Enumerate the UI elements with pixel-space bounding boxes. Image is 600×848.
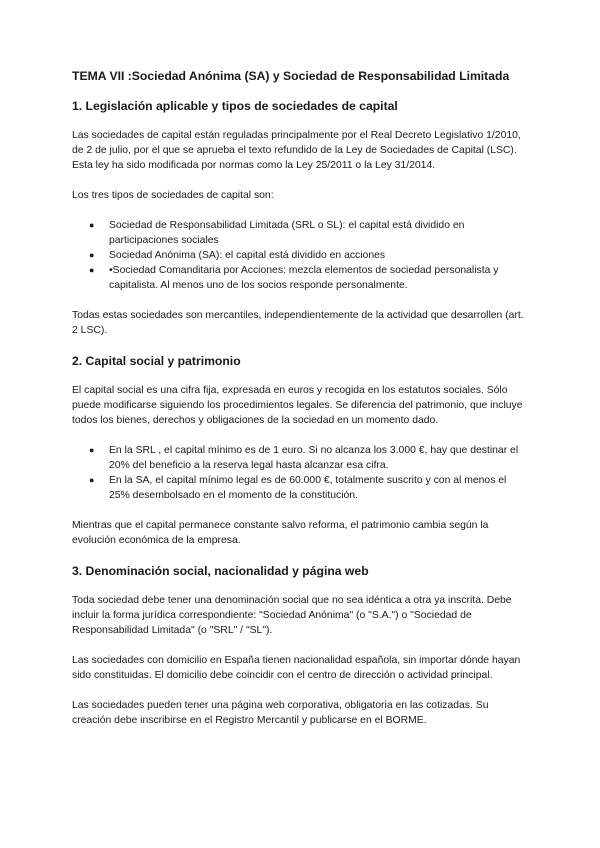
bullet-icon: ● (89, 220, 95, 230)
bullet-icon: ● (89, 475, 95, 485)
section-1-heading: 1. Legislación aplicable y tipos de sociedades de capital (72, 99, 398, 113)
list-item (89, 473, 528, 503)
list-item-text: En la SA, el capital mínimo legal es de 60.000 €, totalmente suscrito y con al menos el 25% desembolsado en el momento de la constitución. (109, 475, 507, 501)
list-item (89, 443, 528, 473)
section-1-paragraph-1: Las sociedades de capital están reguladas principalmente por el Real Decreto Legislativo 1/2010, de 2 de julio, por el que se aprueba el texto refundido de la Ley de Sociedades de Capital (LSC). Esta ley ha sido modificada por normas como la Ley 25/2011 o la Ley 31/2014. (72, 130, 521, 171)
bullet-icon: ● (89, 250, 95, 260)
section-3-paragraph-3: Las sociedades pueden tener una página web corporativa, obligatoria en las cotizadas. Su creación debe inscribirse en el Registro Mercantil y publicarse en el BORME. (72, 700, 489, 726)
list-item (89, 263, 528, 293)
bullet-icon: ● (89, 445, 95, 455)
section-2-paragraph-1: El capital social es una cifra fija, expresada en euros y recogida en los estatutos sociales. Sólo puede modificarse siguiendo los procedimientos legales. Se diferencia del patrimonio, que incluye todos los bienes, derechos y obligaciones de la sociedad en un momento dado. (72, 385, 523, 426)
section-1-paragraph-3: Todas estas sociedades son mercantiles, independientemente de la actividad que desarrollen (art. 2 LSC). (72, 310, 524, 336)
section-1-list (72, 218, 528, 293)
section-1-paragraph-2: Los tres tipos de sociedades de capital son: (72, 190, 274, 201)
document-title: TEMA VII :Sociedad Anónima (SA) y Sociedad de Responsabilidad Limitada (72, 69, 510, 83)
section-2 (72, 353, 528, 548)
section-1 (72, 98, 528, 338)
section-3-heading: 3. Denominación social, nacionalidad y página web (72, 564, 369, 578)
section-3-paragraph-2: Las sociedades con domicilio en España tienen nacionalidad española, sin importar dónde hayan sido constituidas. El domicilio debe coincidir con el centro de dirección o actividad principal. (72, 655, 521, 681)
section-2-heading: 2. Capital social y patrimonio (72, 354, 241, 368)
section-2-list (72, 443, 528, 503)
list-item (89, 248, 528, 263)
section-3 (72, 563, 528, 728)
section-2-paragraph-2: Mientras que el capital permanece constante salvo reforma, el patrimonio cambia según la evolución económica de la empresa. (72, 520, 489, 546)
list-item-text: En la SRL , el capital mínimo es de 1 euro. Si no alcanza los 3.000 €, hay que destinar el 20% del beneficio a la reserva legal hasta alcanzar esa cifra. (109, 445, 519, 471)
list-item (89, 218, 528, 248)
list-item-text: Sociedad Anónima (SA): el capital está dividido en acciones (109, 250, 386, 261)
list-item-text: •Sociedad Comanditaria por Acciones: mezcla elementos de sociedad personalista y capitalista. Al menos uno de los socios responde personalmente. (109, 265, 499, 291)
section-3-paragraph-1: Toda sociedad debe tener una denominación social que no sea idéntica a otra ya inscrita. Debe incluir la forma jurídica correspondiente: "Sociedad Anónima" (o "S.A.") o "Sociedad de Responsabilidad Limitada" (o "SRL" / "SL"). (72, 595, 512, 636)
bullet-icon: ● (89, 265, 95, 275)
list-item-text: Sociedad de Responsabilidad Limitada (SRL o SL): el capital está dividido en participaciones sociales (109, 220, 465, 246)
